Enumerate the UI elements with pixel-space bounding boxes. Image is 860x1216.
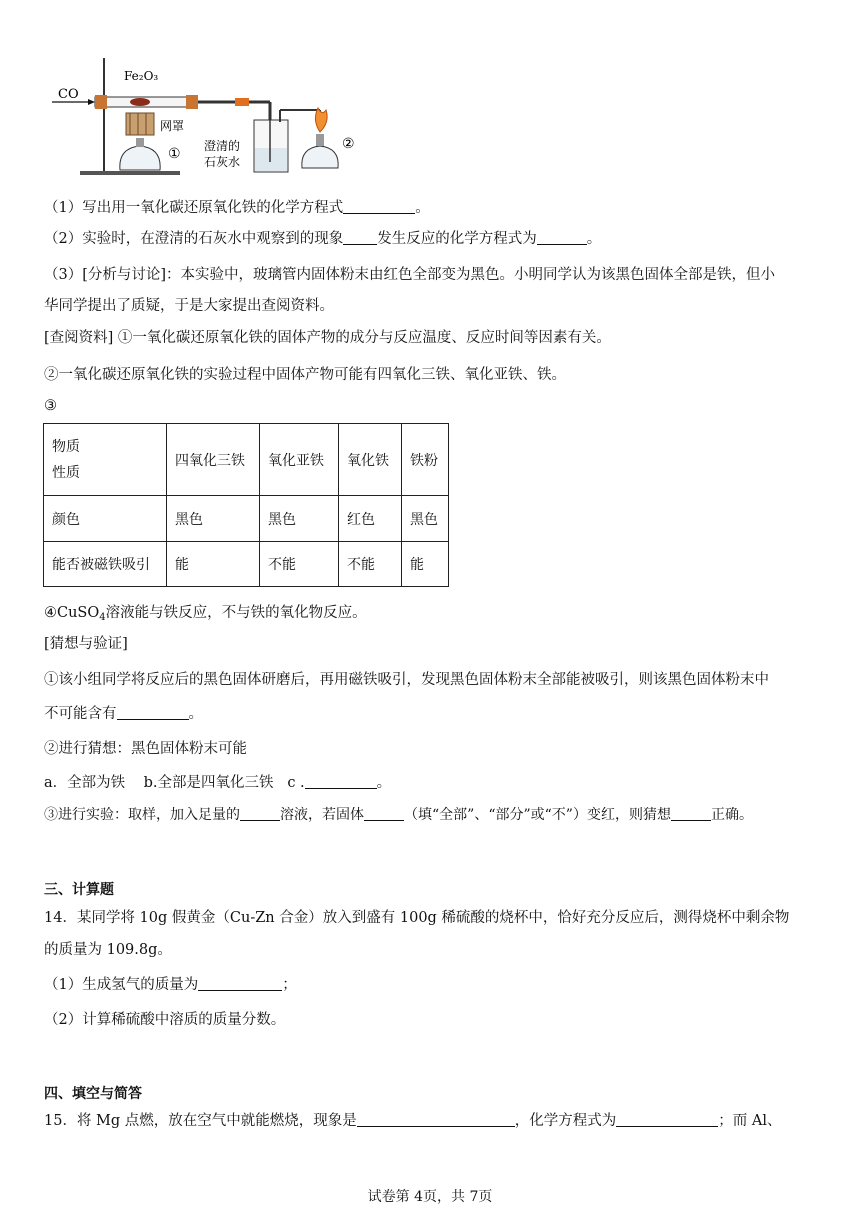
table-cell: 黑色 — [402, 496, 449, 542]
question-2: （2）实验时，在澄清的石灰水中观察到的现象 发生反应的化学方程式为 。 — [44, 231, 602, 247]
limewater-label-2: 石灰水 — [204, 155, 241, 169]
table-row — [44, 496, 449, 542]
table-cell: 黑色 — [167, 496, 260, 542]
guess-heading: [猜想与验证] — [44, 636, 128, 652]
table-cell: 不能 — [339, 542, 402, 587]
reference-line1: [查阅资料] ①一氧化碳还原氧化铁的固体产物的成分与反应温度、反应时间等因素有关。 — [44, 330, 611, 346]
table-cell: 颜色 — [44, 496, 167, 542]
question-3-line1: （3）[分析与讨论]：本实验中，玻璃管内固体粉末由红色全部变为黑色。小明同学认为该黑色固体全部是铁，但小 — [44, 267, 776, 283]
question-3-line2: 华同学提出了质疑，于是大家提出查阅资料。 — [44, 298, 334, 314]
table-cell: 能 — [167, 542, 260, 587]
answer-blank[interactable] — [671, 805, 711, 821]
answer-blank[interactable] — [117, 704, 189, 720]
guess-p3: ③进行实验：取样，加入足量的 溶液，若固体 （填“全部”、“部分”或“不”）变红，则猜想 正确。 — [44, 807, 753, 823]
question-14-sub1: （1）生成氢气的质量为 ； — [44, 977, 297, 993]
guess-p1-line2: 不可能含有 。 — [44, 706, 203, 722]
answer-blank[interactable] — [343, 229, 377, 245]
guess-p1-line1: ①该小组同学将反应后的黑色固体研磨后，再用磁铁吸引，发现黑色固体粉末全部能被吸引，则该黑色固体粉末中 — [44, 672, 769, 688]
answer-blank[interactable] — [364, 805, 404, 821]
answer-blank[interactable] — [198, 975, 282, 991]
guess-options: a．全部为铁 b.全部是四氧化三铁 c . 。 — [44, 775, 392, 791]
table-header: 四氧化三铁 — [167, 424, 260, 496]
properties-table — [43, 423, 449, 587]
question-15: 15．将 Mg 点燃，放在空气中就能燃烧，现象是 ，化学方程式为 ；而 Al、 — [44, 1113, 782, 1129]
table-cell: 黑色 — [260, 496, 339, 542]
fe2o3-label: Fe₂O₃ — [124, 69, 159, 83]
table-header: 氧化亚铁 — [260, 424, 339, 496]
note-4: ④CuSO$_4$溶液能与铁反应，不与铁的氧化物反应。 — [44, 605, 367, 623]
marker-2: ② — [342, 136, 355, 152]
table-header: 铁粉 — [402, 424, 449, 496]
table-row — [44, 542, 449, 587]
answer-blank[interactable] — [240, 805, 280, 821]
flame — [315, 108, 327, 132]
section-4-heading: 四、填空与简答 — [44, 1086, 142, 1102]
co-label: CO — [58, 87, 79, 102]
table-cell: 能否被磁铁吸引 — [44, 542, 167, 587]
table-cell: 能 — [402, 542, 449, 587]
table-corner: 物质 性质 — [44, 424, 167, 496]
reference-line3: ③ — [44, 398, 57, 414]
answer-blank[interactable] — [305, 773, 377, 789]
page-footer: 试卷第 4页，共 7页 — [367, 1189, 493, 1205]
table-cell: 不能 — [260, 542, 339, 587]
alcohol-lamp-1 — [120, 146, 160, 170]
guess-p2: ②进行猜想：黑色固体粉末可能 — [44, 741, 247, 757]
section-3-heading: 三、计算题 — [44, 882, 114, 898]
answer-blank[interactable] — [357, 1111, 515, 1127]
question-14-sub2: （2）计算稀硫酸中溶质的质量分数。 — [44, 1012, 286, 1028]
reference-line2: ②一氧化碳还原氧化铁的实验过程中固体产物可能有四氧化三铁、氧化亚铁、铁。 — [44, 367, 566, 383]
question-1: （1）写出用一氧化碳还原氧化铁的化学方程式 。 — [44, 200, 430, 216]
marker-1: ① — [168, 146, 181, 162]
apparatus-diagram — [40, 50, 360, 185]
table-header: 氧化铁 — [339, 424, 402, 496]
question-14-line2: 的质量为 109.8g。 — [44, 942, 172, 958]
limewater-label-1: 澄清的 — [204, 139, 241, 153]
alcohol-lamp-2 — [302, 146, 338, 168]
mesh-label: 网罩 — [160, 119, 185, 133]
table-cell: 红色 — [339, 496, 402, 542]
answer-blank[interactable] — [343, 198, 415, 214]
question-14-line1: 14．某同学将 10g 假黄金（Cu-Zn 合金）放入到盛有 100g 稀硫酸的烧杯中，恰好充分反应后，测得烧杯中剩余物 — [44, 910, 790, 926]
answer-blank[interactable] — [616, 1111, 718, 1127]
answer-blank[interactable] — [537, 229, 587, 245]
